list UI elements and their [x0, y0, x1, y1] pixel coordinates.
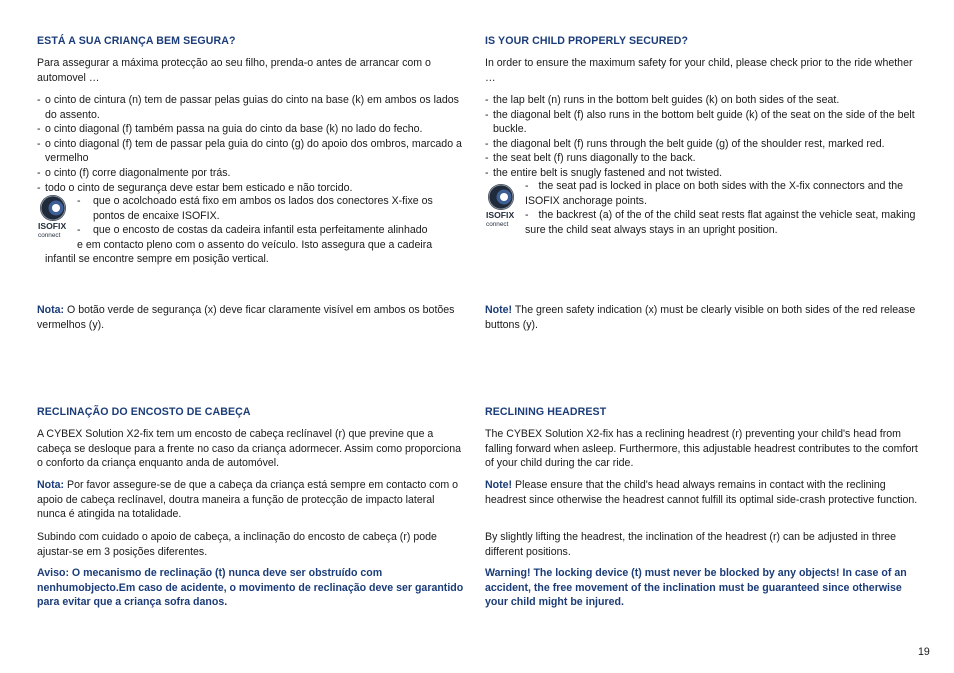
- isofix-connect-logo-icon: [37, 194, 71, 236]
- list-item: - the backrest (a) of the of the child seat rests flat against the vehicle seat, making sure the child seat always stays in an upright position.: [525, 209, 916, 236]
- heading-child-secured-pt: ESTÁ A SUA CRIANÇA BEM SEGURA?: [37, 35, 236, 47]
- list-item: - todo o cinto de segurança deve estar bem esticado e não torcido.: [37, 181, 465, 196]
- logo-text: ISOFIX: [486, 210, 515, 220]
- isofix-connect-logo-icon: [485, 183, 519, 225]
- isofix-block-pt: [37, 194, 465, 267]
- heading-reclining-pt: RECLINAÇÃO DO ENCOSTO DE CABEÇA: [37, 406, 251, 418]
- list-item: - the lap belt (n) runs in the bottom belt guides (k) on both sides of the seat.: [485, 93, 920, 108]
- list-item: - o cinto de cintura (n) tem de passar pelas guias do cinto na base (k) em ambos os lados do assento.: [37, 93, 465, 122]
- note-label: Note!: [485, 479, 513, 491]
- note-text: The green safety indication (x) must be clearly visible on both sides of the red release buttons (y).: [485, 304, 916, 331]
- isofix-checks-en: [525, 179, 920, 237]
- logo-subtext: connect: [38, 232, 61, 238]
- note-text: Please ensure that the child's head always remains in contact with the reclining headrest since otherwise the headrest cannot fulfill its optimal side-crash protective function.: [485, 479, 918, 506]
- note-en: [485, 303, 920, 332]
- isofix-block-en: [485, 179, 920, 237]
- list-item: - the seat pad is locked in place on both sides with the X-fix connectors and the ISOFIX anchorage points.: [525, 180, 904, 207]
- isofix-checks-pt: [77, 194, 465, 238]
- checklist-pt: [37, 93, 465, 195]
- intro-pt: Para assegurar a máxima protecção ao seu filho, prenda-o antes de arrancar com o automovel …: [37, 57, 431, 84]
- recline-note-pt: [37, 478, 465, 522]
- recline-paragraph-pt: A CYBEX Solution X2-fix tem um encosto de cabeça reclínavel (r) que previne que a cabeça se desloque para a frente no caso da criança adormecer. Assim como proporciona o conforto da criança enquanto anda de automóvel.: [37, 428, 461, 470]
- list-item: - o cinto (f) corre diagonalmente por trás.: [37, 166, 465, 181]
- list-item: - the diagonal belt (f) runs through the belt guide (g) of the shoulder rest, marked red.: [485, 137, 920, 152]
- recline-adjust-pt: Subindo com cuidado o apoio de cabeça, a inclinação do encosto de cabeça (r) pode ajustar-se em 3 posições diferentes.: [37, 531, 437, 558]
- list-item: - the entire belt is snugly fastened and not twisted.: [485, 166, 920, 181]
- list-item: - o cinto diagonal (f) também passa na guia do cinto da base (k) no lado do fecho.: [37, 122, 465, 137]
- note-label: Note!: [485, 304, 513, 316]
- warning-en: Warning! The locking device (t) must never be blocked by any objects! In case of an accident, the free movement of the inclination must be guaranteed since otherwise your child might be injured.: [485, 567, 907, 609]
- list-item: - que o acolchoado está fixo em ambos os lados dos conectores X-fixe os pontos de encaixe ISOFIX.: [77, 195, 433, 222]
- list-item: - que o encosto de costas da cadeira infantil esta perfeitamente alinhado: [77, 224, 428, 237]
- recline-paragraph-en: The CYBEX Solution X2-fix has a reclining headrest (r) preventing your child's head from falling forward when asleep. Furthermore, this adjustable headrest contributes to the comfort of your child during the car ride.: [485, 428, 918, 470]
- logo-text: ISOFIX: [38, 221, 67, 231]
- list-item: - the diagonal belt (f) also runs in the bottom belt guide (k) of the seat on the side of the belt buckle.: [485, 108, 920, 137]
- page-number: 19: [918, 646, 930, 658]
- heading-reclining-en: RECLINING HEADREST: [485, 406, 607, 418]
- logo-subtext: connect: [486, 221, 509, 227]
- recline-note-en: [485, 478, 920, 507]
- note-pt: [37, 303, 465, 332]
- note-text: Por favor assegure-se de que a cabeça da criança está sempre em contacto com o apoio de cabeça reclínavel, doutra maneira a função de protecção de impacto lateral nunca é atingida na totalidade.: [37, 479, 459, 521]
- list-item: - the seat belt (f) runs diagonally to the back.: [485, 151, 920, 166]
- heading-child-secured-en: IS YOUR CHILD PROPERLY SECURED?: [485, 35, 689, 47]
- intro-en: In order to ensure the maximum safety for your child, please check prior to the ride whether …: [485, 57, 913, 84]
- note-text: O botão verde de segurança (x) deve ficar claramente visível em ambos os botões vermelhos (y).: [37, 304, 455, 331]
- isofix-continuation-pt: e em contacto pleno com o assento do veículo. Isto assegura que a cadeira infantil se encontre sempre em posição vertical.: [45, 238, 433, 266]
- note-label: Nota:: [37, 304, 65, 316]
- list-item: - o cinto diagonal (f) tem de passar pela guia do cinto (g) do apoio dos ombros, marcado a vermelho: [37, 137, 465, 166]
- recline-adjust-en: By slightly lifting the headrest, the inclination of the headrest (r) can be adjusted in three different positions.: [485, 531, 897, 558]
- note-label: Nota:: [37, 479, 65, 491]
- warning-pt: Aviso: O mecanismo de reclinação (t) nunca deve ser obstruído com nenhumobjecto.Em caso de acidente, o movimento de reclinação deve ser garantido para evitar que a criança sofra danos.: [37, 567, 464, 609]
- checklist-en: [485, 93, 920, 181]
